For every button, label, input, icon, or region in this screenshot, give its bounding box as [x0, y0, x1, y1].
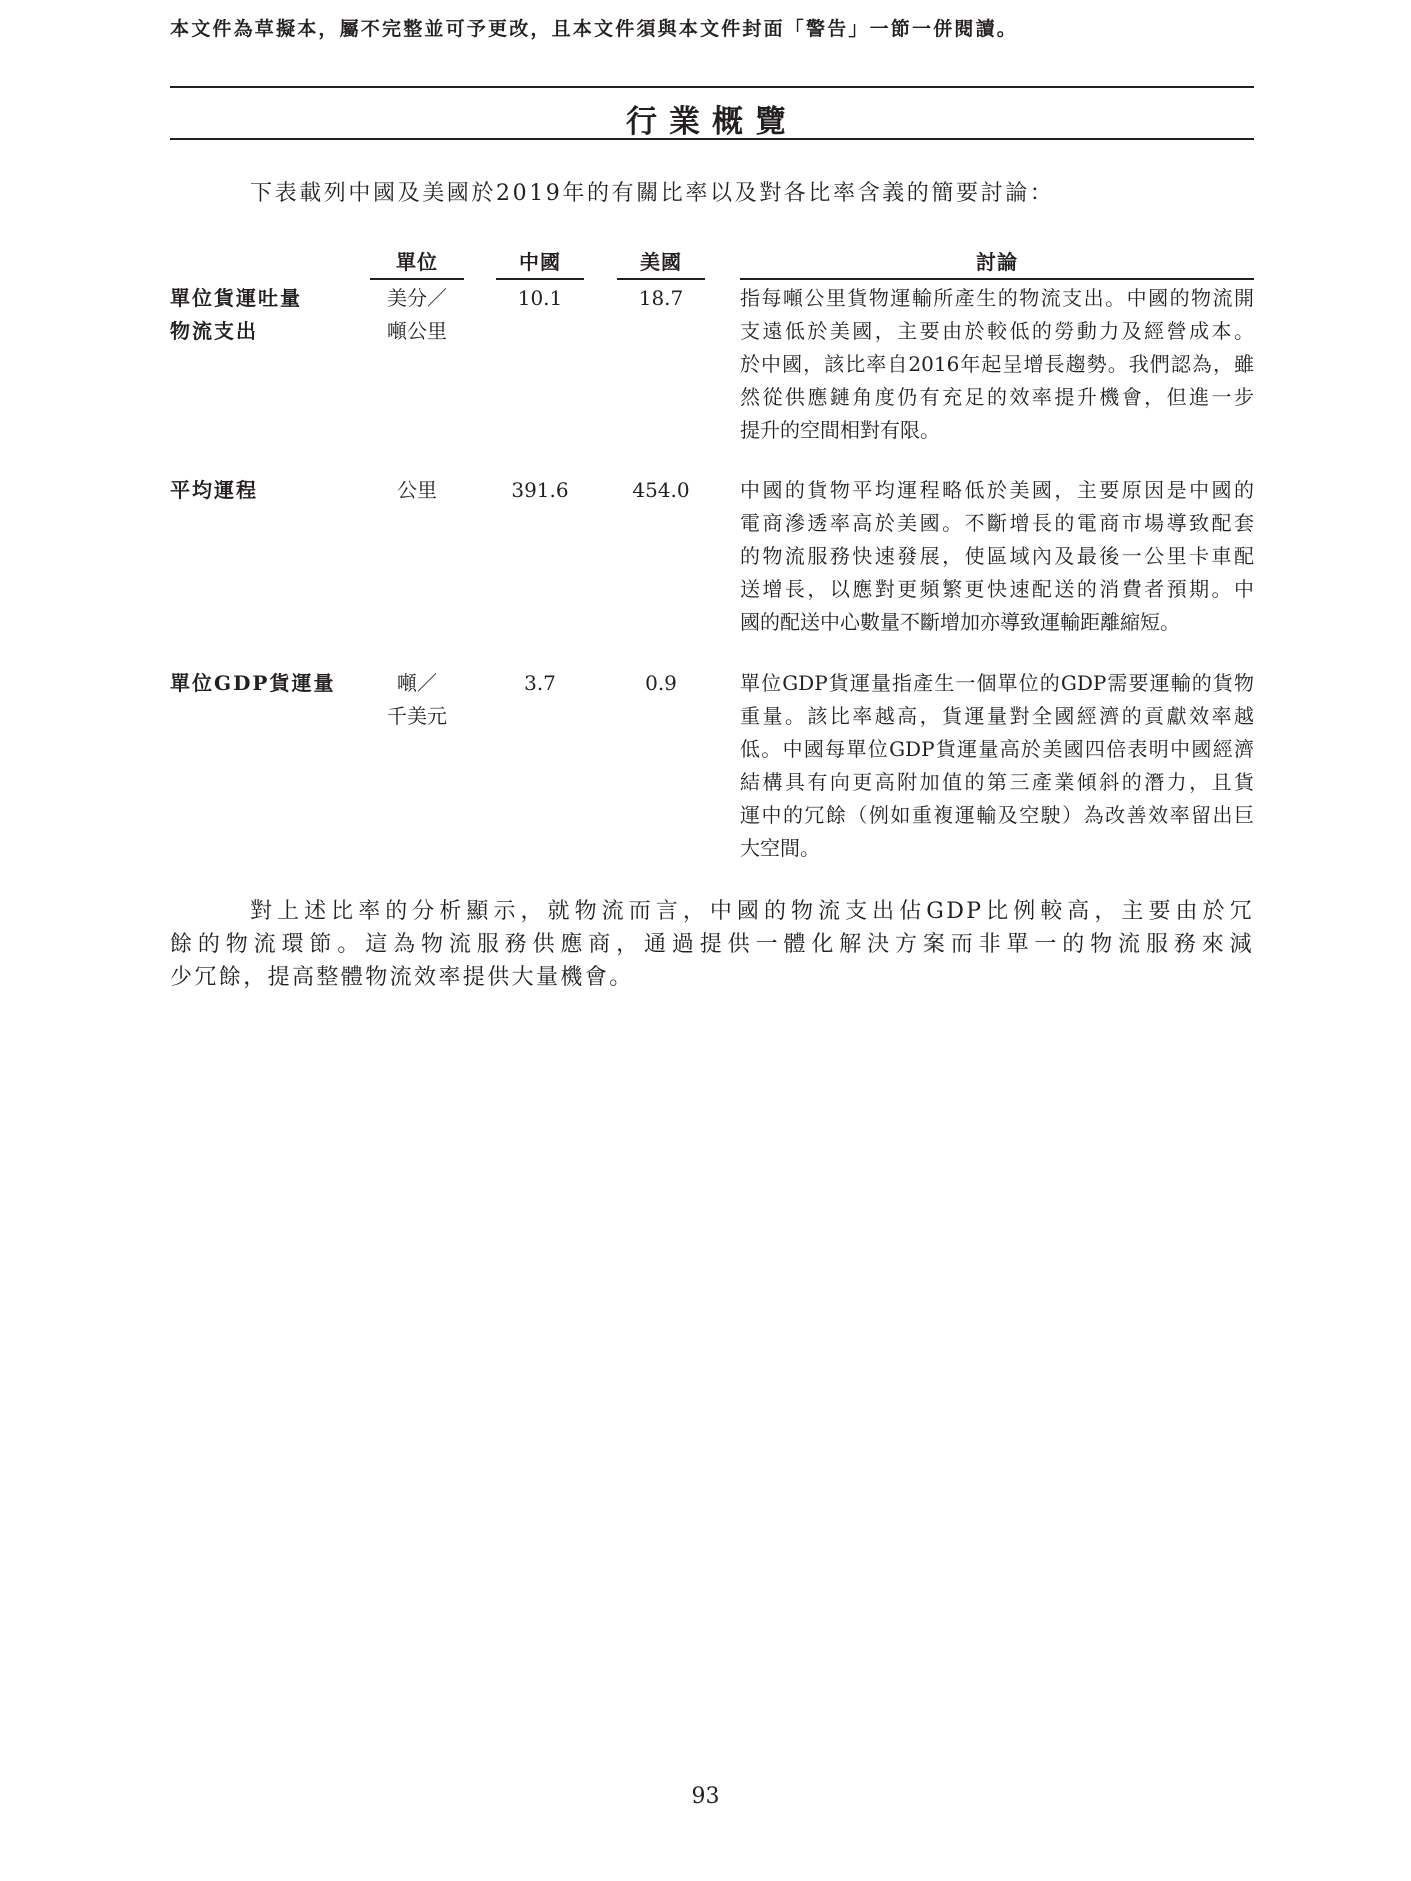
discussion-line: 提升的空間相對有限。	[740, 418, 940, 442]
discussion-line: 結構具有向更高附加值的第三產業傾斜的潛力，且貨	[740, 770, 1254, 794]
discussion-line: 低。中國每單位GDP貨運量高於美國四倍表明中國經濟	[740, 737, 1254, 761]
conclusion-line: 少冗餘，提高整體物流效率提供大量機會。	[170, 965, 634, 990]
section-title: 行業概覽	[626, 104, 798, 140]
discussion-line: 大空間。	[740, 836, 820, 860]
discussion-line: 國的配送中心數量不斷增加亦導致運輸距離縮短。	[740, 610, 1180, 634]
table-cell-unit	[370, 474, 464, 507]
conclusion-paragraph	[170, 895, 1254, 994]
title-rule-top	[170, 86, 1254, 88]
column-header-us: 美國	[617, 246, 705, 280]
unit-line: 噸公里	[387, 319, 447, 343]
table-cell-discussion	[740, 667, 1254, 865]
discussion-line: 支遠低於美國，主要由於較低的勞動力及經營成本。	[740, 319, 1254, 343]
column-header-unit: 單位	[370, 246, 464, 280]
conclusion-line: 對上述比率的分析顯示，就物流而言，中國的物流支出佔GDP比例較高，主要由於冗	[250, 899, 1254, 924]
row-label-line: 平均運程	[170, 478, 258, 502]
unit-line: 美分／	[387, 286, 447, 310]
discussion-line: 送增長，以應對更頻繁更快速配送的消費者預期。中	[740, 577, 1254, 601]
row-label-line: 單位GDP貨運量	[170, 671, 336, 695]
table-cell-unit	[370, 282, 464, 348]
conclusion-line: 餘的物流環節。這為物流服務供應商，通過提供一體化解決方案而非單一的物流服務來減	[170, 932, 1254, 957]
discussion-line: 然從供應鏈角度仍有充足的效率提升機會，但進一步	[740, 385, 1254, 409]
discussion-line: 的物流服務快速發展，使區域內及最後一公里卡車配	[740, 544, 1254, 568]
discussion-line: 重量。該比率越高，貨運量對全國經濟的貢獻效率越	[740, 704, 1254, 728]
unit-line: 公里	[397, 478, 437, 502]
column-header-china: 中國	[496, 246, 584, 280]
table-cell-unit	[370, 667, 464, 733]
table-row-label	[170, 474, 258, 507]
table-cell-us: 0.9	[645, 671, 677, 695]
title-rule-bottom	[170, 138, 1254, 140]
header-note: 本文件為草擬本，屬不完整並可予更改，且本文件須與本文件封面「警告」一節一併閱讀。	[170, 18, 1019, 40]
table-row-label	[170, 282, 302, 348]
discussion-line: 電商滲透率高於美國。不斷增長的電商市場導致配套	[740, 511, 1254, 535]
discussion-line: 中國的貨物平均運程略低於美國，主要原因是中國的	[740, 478, 1254, 502]
table-cell-china: 3.7	[524, 671, 556, 695]
table-row-label	[170, 667, 335, 700]
row-label-line: 單位貨運吐量	[170, 286, 302, 310]
table-cell-discussion	[740, 474, 1254, 639]
table-cell-china: 391.6	[511, 478, 569, 502]
discussion-line: 指每噸公里貨物運輸所產生的物流支出。中國的物流開	[740, 286, 1254, 310]
column-header-discussion: 討論	[740, 246, 1254, 280]
table-cell-us: 454.0	[632, 478, 690, 502]
discussion-line: 於中國，該比率自2016年起呈增長趨勢。我們認為，雖	[740, 352, 1254, 376]
row-label-line: 物流支出	[170, 319, 258, 343]
table-cell-discussion	[740, 282, 1254, 447]
unit-line: 噸／	[397, 671, 437, 695]
discussion-line: 運中的冗餘（例如重複運輸及空駛）為改善效率留出巨	[740, 803, 1254, 827]
intro-paragraph: 下表載列中國及美國於2019年的有關比率以及對各比率含義的簡要討論：	[250, 181, 1055, 206]
page-number: 93	[691, 1784, 720, 1809]
table-cell-us: 18.7	[638, 286, 684, 310]
table-cell-china: 10.1	[517, 286, 563, 310]
unit-line: 千美元	[387, 704, 447, 728]
discussion-line: 單位GDP貨運量指產生一個單位的GDP需要運輸的貨物	[740, 671, 1254, 695]
